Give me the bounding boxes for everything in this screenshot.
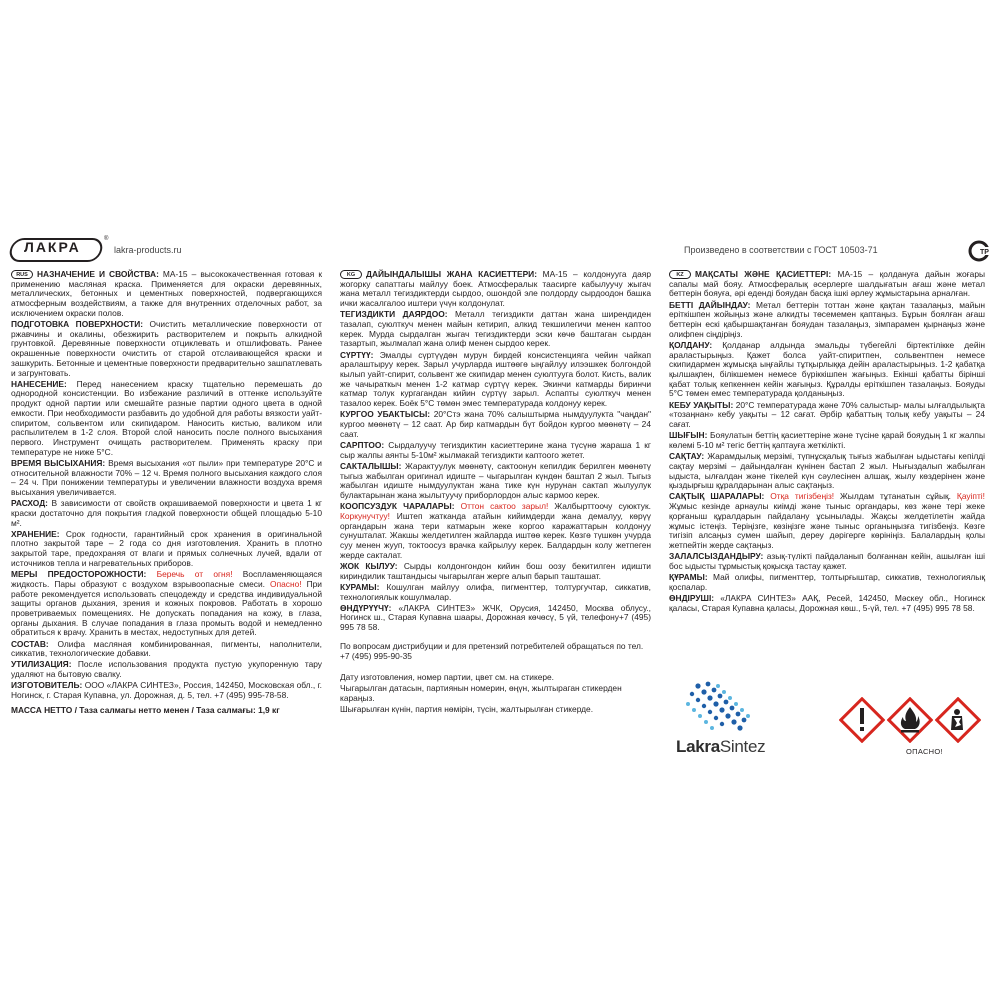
date-note-kg: Чыгарылган датасын, партиянын номерин, өңүн, жылтыраган стикерден караңыз. (340, 683, 622, 704)
section-application-kg: СҮРТҮҮ: Эмалды сүртүүдөн мурун бирдей консистенцияга чейин чайкап аралаштыруу керек. Зарыл учурларда иштөөгө ыңгайлуу илээшкек болгондой кылып уайт-спирит, сольвент же скипидар менен суюлтууга болот. Кисть, валик же чачыраткыч менен 1-2 катмар сүртүү керек. Экинчи катмарды биринчи катмар толук кургагандан кийин сүртүү зарыл. Аспапты суюлткуч менен тазалоо керек. Боёк 5°С төмөн эмес температурада колдонуу керек. (340, 349, 651, 409)
section-drying-time-kg: КУРГОО УБАКТЫСЫ: 20°Стэ жана 70% салыштырма нымдуулукта "чаңдан" кургоо мөөнөтү – 12 саат. Ар бир катмардын бүт бойдон кургоо мөөнөтү – 24 саат. (340, 409, 651, 439)
section-storage-kz: САҚТАУ: Жарамдылық мерзімі, түпнұсқалық тығыз жабылған ыдыстағы кепілді сақтау мерзімі – дайындалған күнінен бастап 2 жыл. Нығыздалып жабылған ыдыста, ылғалдан және тікелей күн сәулесінен алшақ, жылу көздерінен және қыздырғыш құралдарынан алыс сақтаңыз. (669, 451, 985, 491)
health-hazard-icon (935, 697, 981, 743)
section-storage-kg: САКТАЛЫШЫ: Жарактуулук мөөнөтү, сактоонун кепилдик берилген мөөнөтү тыгыз жабылган оригинал идиште – чыгарылган күндөн баштап 2 жыл. Тыгыз жабылган идиште нымдуулуктан жана тике күн нурунан сактап жылуулук булактарынан жана жылытуучу приборлордон алыс кармоо керек. (340, 460, 651, 500)
section-purpose-kg: KG ДАЙЫНДАЛЫШЫ ЖАНА КАСИЕТТЕРИ: МА-15 – колдонууга даяр жогорку сапаттагы майлуу боек. Атмосфералык таасирге кабылуучу жыгач жана металл тегиздиктерди сырдоо, ошондой эле полдорду сырдоодон башка ички жасалгалоо иштери үчүн колдонулат. (340, 269, 651, 309)
column-kazakh (669, 270, 985, 615)
section-manufacturer-kg: ӨНДҮРҮҮЧҮ: «ЛАКРА СИНТЕЗ» ЖЧК, Орусия, 142450, Москва облусу., Ногинск ш., Старая Купавна шаары, Дорожная көчөсү, 5 үй, телефону+7 (495) 995 78 58. (340, 602, 651, 633)
danger-text-kz: Қауіпті! (950, 491, 985, 502)
section-precautions: МЕРЫ ПРЕДОСТОРОЖНОСТИ: Беречь от огня! Воспламеняющаяся жидкость. Пары образуют с воздухом взрывоопасные смеси. Опасно! При работе рекомендуется использовать спецодежду и средства индивидуальной защиты органов дыхания, зрения и кожных покровов. Работать в хорошо проветриваемых помещениях. Не допускать попадания на кожу, в глаза, органы дыхания. В случае попадания в глаза промыть водой и немедленно обратиться к врачу. Хранить в местах, недоступных для детей. (11, 569, 322, 638)
distribution-contact: По вопросам дистрибуции и для претензий потребителей обращаться по тел. +7 (495) 995-90-35 (340, 640, 644, 661)
section-disposal-kg: ЖОК КЫЛУУ: Сырды колдонгондон кийин бош оозу бекитилген идишти кириндилик таштандысы чыгарылган жерге алып барып ташташат. (340, 560, 651, 581)
section-consumption-kz: ШЫҒЫН: Бояулатын беттің қасиеттеріне және түсіне қарай бояудың 1 кг жалпы көлемі 5-10 м² тегіс беттің қаптауға жеткілікті. (669, 430, 985, 450)
net-mass: МАССА НЕТТО / Таза салмагы нетто менен / Таза салмағы: 1,9 кг (11, 704, 280, 715)
exclamation-icon (839, 697, 885, 743)
section-precautions-kz: САҚТЫҚ ШАРАЛАРЫ: Отқа тигізбеңіз! Жылдам тұтанатын сұйық. Қауіпті! Жұмыс кезінде арнаулы киімді және тыныс органдары, көз және тері жеке қорғаныш құралдарын пайдалану ұсынылады. Жақсы желдетілетін жайда жұмыс істеңіз. Теріңізге, көзіңізге және тыныс органыңызға тигізбеңіз. Көзге тигізіп алсаңыз сумен шайып, дереу дәрігерге көрініңіз. Балалардың қолы жетпейтін жерде сақтаңыз. (669, 491, 985, 550)
warning-text-kz: Отқа тигізбеңіз! (764, 491, 835, 502)
website-link[interactable]: lakra-products.ru (114, 245, 182, 255)
section-composition-kg: КУРАМЫ: Кошулган майлуу олифа, пигменттер, толтургучтар, сиккатив, технологиялык кошулмалар. (340, 581, 651, 602)
section-surface-prep-kz: БЕТТІ ДАЙЫНДАУ: Метал беттерін тоттан және қақтан тазалаңыз, майын еріткішпен жойыңыз және алкидты төсемемен қаптаңыз. Бұрын боялған ағаш беттерін ескі қабыршақтанған бояудан тазалаңыз, зімпарамен қырнаңыз және олифпен сіңдіріңіз. (669, 299, 985, 339)
section-drying-time-kz: КЕБУ УАҚЫТЫ: 20°С температурада және 70% салыстыр- малы ылғалдылықта «тозаңнан» кебу уақыты – 12 сағат. Әрбір қабаттың толық кебу уақыты – 24 сағат. (669, 399, 985, 430)
section-application-kz: ҚОЛДАНУ: Қолданар алдында эмальды түбегейлі біртектілікке дейін араластырыңыз. Қажет болса уайт-спиритпен, сольвентпен немесе скипидармен жұмысқа ыңғайлы тұтқырлыққа дейін араластырыңыз. 1-2 қабатқа қылшақпен, білікшемен немесе бүріккішпен жағыңыз. Екінші қабатты бірінші қабат толық кепкеннен кейін жағыңыз. Құралды еріткішпен тазалаңыз. Бояуды 5°С төмен емес температурада қолданыңыз. (669, 339, 985, 399)
warning-text-kg: Оттон сактоо зарыл! (454, 501, 549, 512)
warning-text: Беречь от огня! (146, 569, 233, 580)
registered-mark: ® (104, 236, 109, 242)
hazard-label: ОПАСНО! (906, 747, 943, 756)
section-application: НАНЕСЕНИЕ: Перед нанесением краску тщательно перемешать до однородной консистенции. Во избежание различий в оттенке используйте продукт одной партии или смешайте разные партии одного цвета в одной емкости. При необходимости разбавить до удобной для работы вязкости уайт-спиритом, сольвентом или скипидаром. Наносить кистью, валиком или распылителем в 1-2 слоя. Второй слой наносить после полного высыхания первого. Инструмент очищать растворителем. Применять краску при температуре не ниже 5°С. (11, 378, 322, 457)
column-kyrgyz (340, 270, 651, 717)
flame-icon (887, 697, 933, 743)
section-manufacturer-kz: ӨНДІРУШІ: «ЛАКРА СИНТЕЗ» ААҚ, Ресей, 142450, Мәскеу обл., Ногинск қаласы, Старая Купавна қаласы, Дорожная көш., 5-үй, тел. +7 (495) 995 78 58. (669, 593, 985, 613)
section-drying-time: ВРЕМЯ ВЫСЫХАНИЯ: Время высыхания «от пыли» при температуре 20°С и относительной влажности 70% – 12 ч. Время полного высыхания каждого слоя – 24 ч. При понижении температуры и увеличении влажности воздуха время высыхания увеличивается. (11, 457, 322, 497)
lakra-logo-text: ЛАКРА (24, 239, 81, 255)
gost-note: Произведено в соответствии с ГОСТ 10503-71 (684, 245, 878, 255)
section-consumption-kg: САРПТОО: Сырдалуучу тегиздиктин касиеттерине жана түсүнө жараша 1 кг сыр жалпы аянты 5-10м² жылмакай тегиздикти каптоого жетет. (340, 439, 651, 460)
section-surface-prep: ПОДГОТОВКА ПОВЕРХНОСТИ: Очистить металлические поверхности от ржавчины и окалины, обезжирить растворителем и покрыть алкидной грунтовкой. Деревянные поверхности отциклевать и отшлифовать. Ранее окрашенные поверхности очистить от старой отслаивающейся краски и зашкурить. Бетонные и цементные поверхности предварительно зашпатлевать и загрунтовать. (11, 319, 322, 378)
section-purpose-kz: KZ МАҚСАТЫ ЖӘНЕ ҚАСИЕТТЕРІ: МА-15 – қолдануға дайын жоғары сапалы май бояу. Атмосфералық әсерлерге шалдығатын ағаш және метал беттерін бояуға, әрі еденді бояудан басқа ішкі әрлеу жұмыстарына арналған. (669, 269, 985, 299)
eac-mark-icon (968, 240, 990, 262)
section-composition: СОСТАВ: Олифа масляная комбинированная, пигменты, наполнители, сиккатив, технологические добавки. (11, 638, 322, 659)
lang-badge-rus: RUS (11, 270, 33, 279)
danger-text-kg: Коркунучтуу! (340, 510, 390, 521)
section-precautions-kg: КООПСУЗДУК ЧАРАЛАРЫ: Оттон сактоо зарыл! Жалбырттоочу суюктук. Коркунучтуу! Иштеп жатканда атайын кийимдерди жана демалуу, көрүү органдарын жана тери катмарын жеке коргоо каражаттарын колдонуу сунушталат. Жакшы желдетилген жайларда иштөө керек. Көзгө түшкөн учурда суу менен жууп, токтоосуз врачка кайрылуу керек. Балдардын колу жетпеген жерде сакталат. (340, 501, 651, 560)
section-composition-kz: ҚҰРАМЫ: Май олифы, пигменттер, толтырғыштар, сиккатив, технологиялық қоспалар. (669, 572, 985, 592)
section-manufacturer: ИЗГОТОВИТЕЛЬ: ООО «ЛАКРА СИНТЕЗ», Россия, 142450, Московская обл., г. Ногинск, г. Старая Купавна, ул. Дорожная, д. 5, тел. +7 (495) 995-78-58. (11, 680, 322, 701)
section-surface-prep-kg: ТЕГИЗДИКТИ ДАЯРДОО: Металл тегиздикти даттан жана ширендиден тазалап, суюлткуч менен майын кетирип, алкид текшилегичи менен каптоо керек. Мурда сырдалган жыгач тегиздиктерди эски көчө баштаган сырдан тазартып, жылмалап жана олиф менен сырдоо керек. (340, 309, 651, 349)
svg-text:ТР: ТР (980, 249, 989, 256)
lang-badge-kg: KG (340, 270, 362, 279)
section-purpose: RUS НАЗНАЧЕНИЕ И СВОЙСТВА: МА-15 – высококачественная готовая к применению масляная краска. Применяется для окраски деревянных, металлических, бетонных и цементных поверхностей, подвергающихся атмосферным воздействиям, а также для внутренних отделочных работ, за исключением окраски полов. (11, 269, 322, 318)
lang-badge-kz: KZ (669, 270, 691, 279)
lakra-sintez-wordmark: LakraSintez (676, 737, 766, 756)
date-note-ru: Дату изготовления, номер партии, цвет см. на стикере. (340, 672, 555, 683)
section-disposal-kz: ЗАЛАЛСЫЗДАНДЫРУ: азық-түлікті пайдаланып болғаннан кейін, ашылған іші бос ыдысты тұрмыстық қоқысқа тастау қажет. (669, 551, 985, 571)
section-consumption: РАСХОД: В зависимости от свойств окрашиваемой поверхности и цвета 1 кг краски достаточно для покрытия гладкой поверхности общей площадью 5-10 м². (11, 498, 322, 528)
column-russian (11, 270, 322, 717)
section-storage: ХРАНЕНИЕ: Срок годности, гарантийный срок хранения в оригинальной плотно закрытой таре – 2 года со дня изготовления. Хранить в плотно закрытой таре, предохраняя от влаги и прямых солнечных лучей, вдали от источников тепла и нагревательных приборов. (11, 528, 322, 568)
label-header (10, 236, 990, 266)
danger-text: Опасно! (264, 578, 302, 589)
section-disposal: УТИЛИЗАЦИЯ: После использования продукта пустую укупоренную тару удаляют на бытовую свалку. (11, 659, 322, 680)
date-note-kz: Шығарылған күнін, партия нөмірін, түсін, жалтырылған стикерде. (340, 704, 594, 715)
